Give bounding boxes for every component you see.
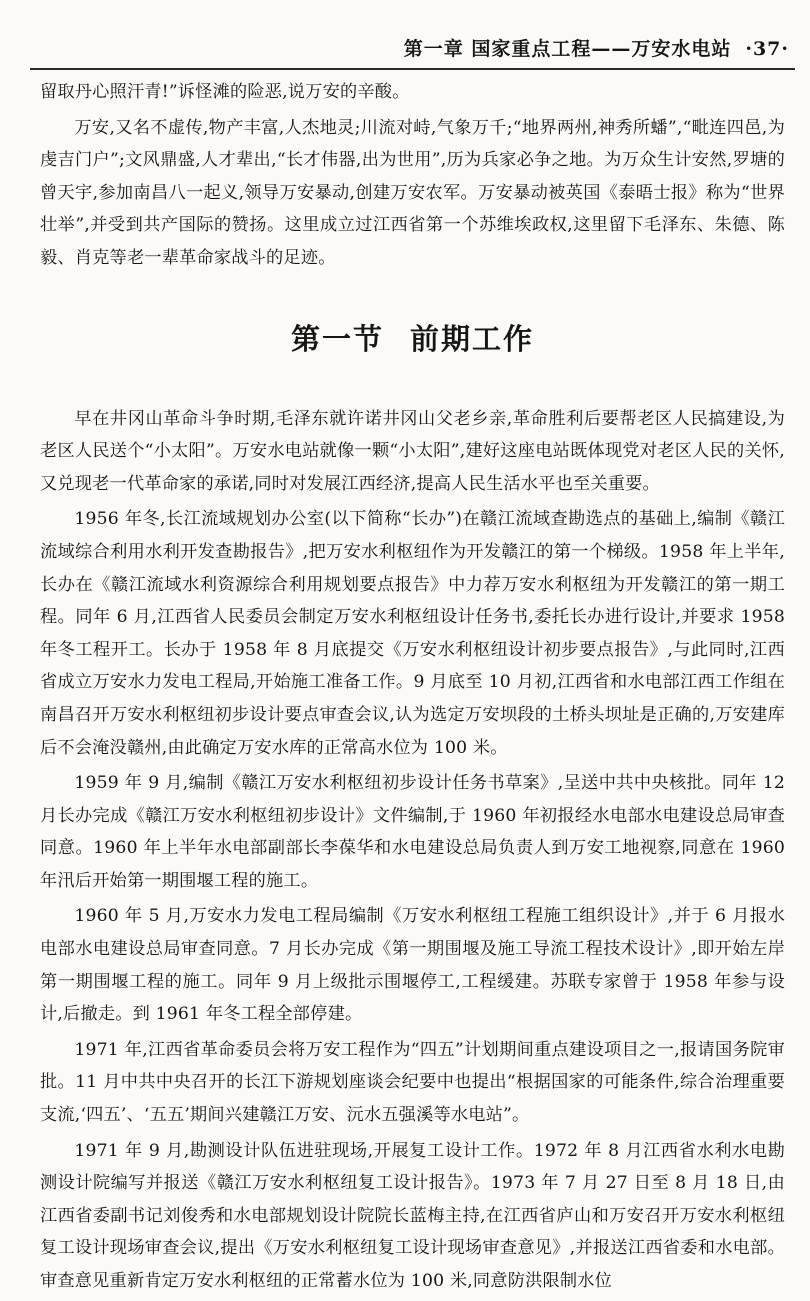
paragraph: 1956 年冬,长江流域规划办公室(以下简称“长办”)在赣江流域查勘选点的基础上,编制《赣江流域综合利用水利开发查勘报告》,把万安水利枢纽作为开发赣江的第一个梯级。1958 年上半年,长办在《赣江流域水利资源综合利用规划要点报告》中力荐万安水利枢纽为开发赣江的第一期工程。同年 6 月,江西省人民委员会制定万安水利枢纽设计任务书,委托长办进行设计,并要求 1958 年冬工程开工。长办于 1958 年 8 月底提交《万安水利枢纽设计初步要点报告》,与此同时,江西省成立万安水力发电工程局,开始施工准备工作。9 月底至 10 月初,江西省和水电部江西工作组在南昌召开万安水利枢纽初步设计要点审查会议,认为选定万安坝段的土桥头坝址是正确的,万安建库后不会淹没赣州,由此确定万安水库的正常高水位为 100 米。 xyxy=(40,509,785,758)
running-header xyxy=(30,20,795,70)
page-number: ·37· xyxy=(745,38,789,60)
section-title: 前期工作 xyxy=(410,321,535,356)
header-text xyxy=(404,34,789,61)
chapter-title: 第一章 国家重点工程——万安水电站 xyxy=(403,38,732,60)
paragraph: 留取丹心照汗青!”诉怪滩的险恶,说万安的辛酸。 xyxy=(40,82,410,102)
section-number: 第一节 xyxy=(290,321,384,356)
paragraph: 1971 年,江西省革命委员会将万安工程作为“四五”计划期间重点建设项目之一,报请国务院审批。11 月中共中央召开的长江下游规划座谈会纪要中也提出“根据国家的可能条件,综合治理重要支流,‘四五’、‘五五’期间兴建赣江万安、沅水五强溪等水电站”。 xyxy=(40,1039,785,1126)
section-heading xyxy=(40,319,785,359)
paragraph: 1971 年 9 月,勘测设计队伍进驻现场,开展复工设计工作。1972 年 8 月江西省水利水电勘测设计院编写并报送《赣江万安水利枢纽复工设计报告》。1973 年 7 月 27 日至 8 月 18 日,由江西省委副书记刘俊秀和水电部规划设计院院长蓝梅主持,在江西省庐山和万安召开万安水利枢纽复工设计现场审查会议,提出《万安水利枢纽复工设计现场审查意见》,并报送江西省委和水电部。审查意见重新肯定万安水利枢纽的正常蓄水位为 100 米,同意防洪限制水位 xyxy=(40,1140,785,1291)
page-body xyxy=(40,76,785,1301)
paragraph: 1960 年 5 月,万安水力发电工程局编制《万安水利枢纽工程施工组织设计》,并于 6 月报水电部水电建设总局审查同意。7 月长办完成《第一期围堰及施工导流工程技术设计》,即开始左岸第一期围堰工程的施工。同年 9 月上级批示围堰停工,工程缓建。苏联专家曾于 1958 年参与设计,后撤走。到 1961 年冬工程全部停建。 xyxy=(40,906,785,1025)
paragraph: 1959 年 9 月,编制《赣江万安水利枢纽初步设计任务书草案》,呈送中共中央核批。同年 12 月长办完成《赣江万安水利枢纽初步设计》文件编制,于 1960 年初报经水电部水电建设总局审查同意。1960 年上半年水电部副部长李葆华和水电建设总局负责人到万安工地视察,同意在 1960 年汛后开始第一期围堰工程的施工。 xyxy=(40,773,785,891)
paragraph: 早在井冈山革命斗争时期,毛泽东就许诺井冈山父老乡亲,革命胜利后要帮老区人民搞建设,为老区人民送个“小太阳”。万安水电站就像一颗“小太阳”,建好这座电站既体现党对老区人民的关怀,又兑现老一代革命家的承诺,同时对发展江西经济,提高人民生活水平也至关重要。 xyxy=(40,408,785,494)
paragraph: 万安,又名不虚传,物产丰富,人杰地灵;川流对峙,气象万千;“地界两州,神秀所蟠”,“毗连四邑,为虔吉门户”;文风鼎盛,人才辈出,“长才伟器,出为世用”,历为兵家必争之地。为万众生计安然,罗塘的曾天宇,参加南昌八一起义,领导万安暴动,创建万安农军。万安暴动被英国《泰晤士报》称为“世界壮举”,并受到共产国际的赞扬。这里成立过江西省第一个苏维埃政权,这里留下毛泽东、朱德、陈毅、肖克等老一辈革命家战斗的足迹。 xyxy=(40,117,785,268)
